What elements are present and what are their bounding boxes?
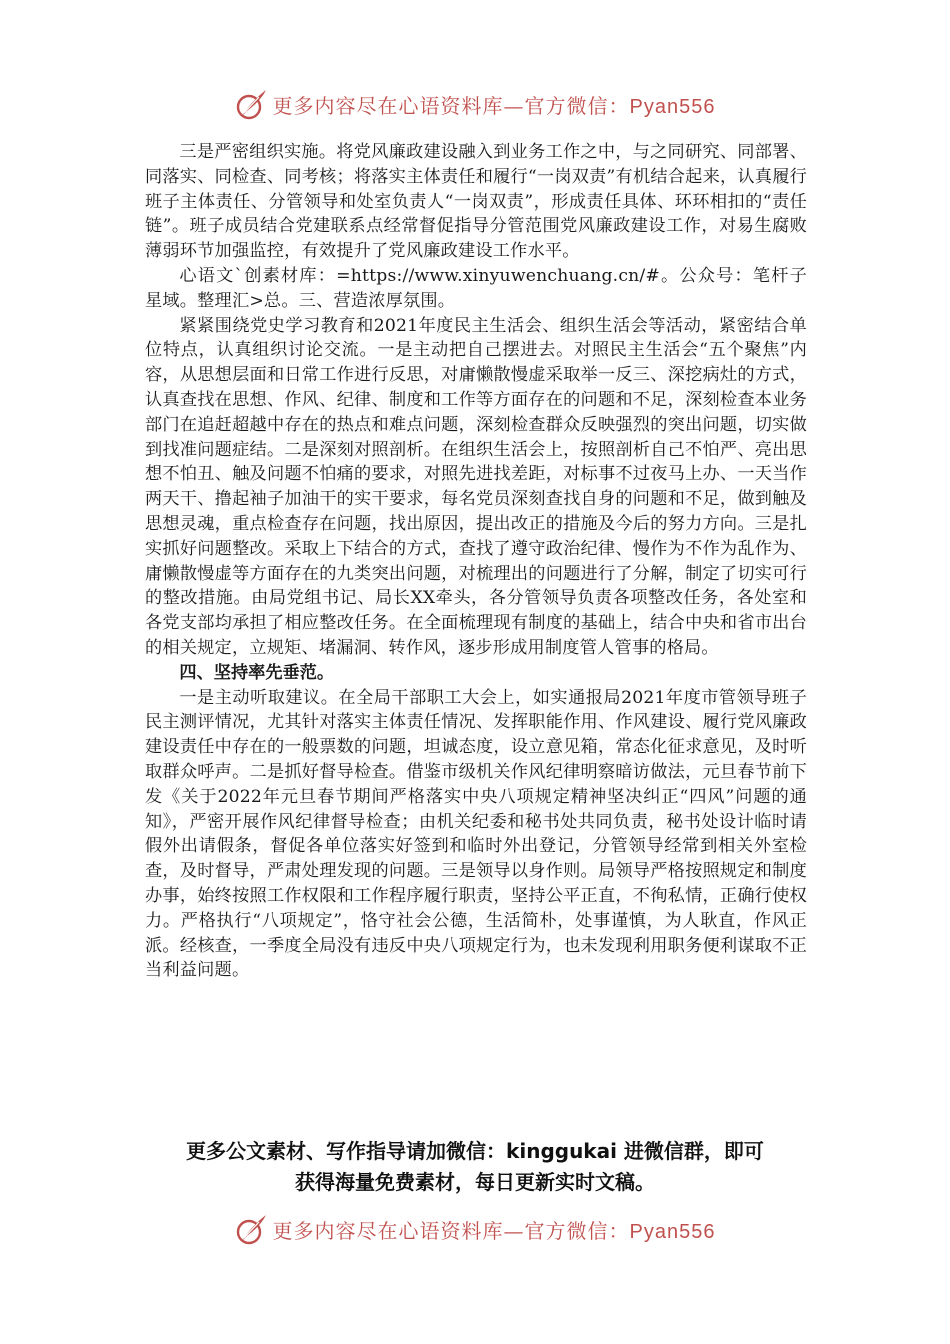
- banner-label: 更多内容尽在心语资料库—官方微信：: [272, 93, 630, 118]
- banner-label: 更多内容尽在心语资料库—官方微信：: [272, 1218, 630, 1243]
- quill-logo-icon: [235, 1212, 269, 1246]
- cta-block: [120, 1136, 830, 1198]
- document-body: [145, 140, 807, 983]
- header-banner: [0, 84, 950, 124]
- cta-line-2: 获得海量免费素材，每日更新实时文稿。: [295, 1170, 655, 1194]
- banner-wechat-id: Pyan556: [629, 95, 716, 118]
- banner-text: [273, 90, 716, 119]
- cta-line-1: 更多公文素材、写作指导请加微信：kinggukai 进微信群，即可: [186, 1139, 764, 1163]
- paragraph-source-note: 心语文`创素材库：=https://www.xinyuwenchuang.cn/#。公众号：笔杆子星域。整理汇>总。三、营造浓厚氛围。: [145, 265, 807, 311]
- paragraph-implementation: 三是严密组织实施。将党风廉政建设融入到业务工作之中，与之同研究、同部署、同落实、同检查、同考核；将落实主体责任和履行“一岗双责”有机结合起来，认真履行班子主体责任、分管领导和处室负责人“一岗双责”，形成责任具体、环环相扣的“责任链”。班子成员结合党建联系点经常督促指导分管范围党风廉政建设工作，对易生腐败薄弱环节加强监控，有效提升了党风廉政建设工作水平。: [145, 142, 807, 262]
- banner-text: [273, 1215, 716, 1244]
- paragraph-atmosphere: 紧紧围绕党史学习教育和2021年度民主生活会、组织生活会等活动，紧密结合单位特点，认真组织讨论交流。一是主动把自己摆进去。对照民主生活会“五个聚焦”内容，从思想层面和日常工作进行反思，对庸懒散慢虚采取举一反三、深挖病灶的方式，认真查找在思想、作风、纪律、制度和工作等方面存在的问题和不足，深刻检查本业务部门在追赶超越中存在的热点和难点问题，深刻检查群众反映强烈的突出问题，切实做到找准问题症结。二是深刻对照剖析。在组织生活会上，按照剖析自己不怕严、亮出思想不怕丑、触及问题不怕痛的要求，对照先进找差距，对标事不过夜马上办、一天当作两天干、撸起袖子加油干的实干要求，每名党员深刻查找自身的问题和不足，做到触及思想灵魂，重点检查存在问题，找出原因，提出改正的措施及今后的努力方向。三是扎实抓好问题整改。采取上下结合的方式，查找了遵守政治纪律、慢作为不作为乱作为、庸懒散慢虚等方面存在的九类突出问题，对梳理出的问题进行了分解，制定了切实可行的整改措施。由局党组书记、局长XX牵头，各分管领导负责各项整改任务，各处室和各党支部均承担了相应整改任务。在全面梳理现有制度的基础上，结合中央和省市出台的相关规定，立规矩、堵漏洞、转作风，逐步形成用制度管人管事的格局。: [145, 315, 807, 658]
- section-heading-4: 四、坚持率先垂范。: [179, 662, 335, 683]
- paragraph-lead-by-example: 一是主动听取建议。在全局干部职工大会上，如实通报局2021年度市管领导班子民主测评情况，尤其针对落实主体责任情况、发挥职能作用、作风建设、履行党风廉政建设责任中存在的一般票数的问题，坦诚态度，设立意见箱，常态化征求意见，及时听取群众呼声。二是抓好督导检查。借鉴市级机关作风纪律明察暗访做法，元旦春节前下发《关于2022年元旦春节期间严格落实中央八项规定精神坚决纠正“四风”问题的通知》，严密开展作风纪律督导检查；由机关纪委和秘书处共同负责，秘书处设计临时请假外出请假条，督促各单位落实好签到和临时外出登记，分管领导经常到相关外室检查，及时督导，严肃处理发现的问题。三是领导以身作则。局领导严格按照规定和制度办事，始终按照工作权限和工作程序履行职责，坚持公平正直，不徇私情，正确行使权力。严格执行“八项规定”，恪守社会公德，生活简朴，处事谨慎，为人耿直，作风正派。经核查，一季度全局没有违反中央八项规定行为，也未发现利用职务便利谋取不正当利益问题。: [145, 687, 807, 981]
- banner-wechat-id: Pyan556: [629, 1220, 716, 1243]
- footer-banner: [0, 1209, 950, 1249]
- quill-logo-icon: [235, 87, 269, 121]
